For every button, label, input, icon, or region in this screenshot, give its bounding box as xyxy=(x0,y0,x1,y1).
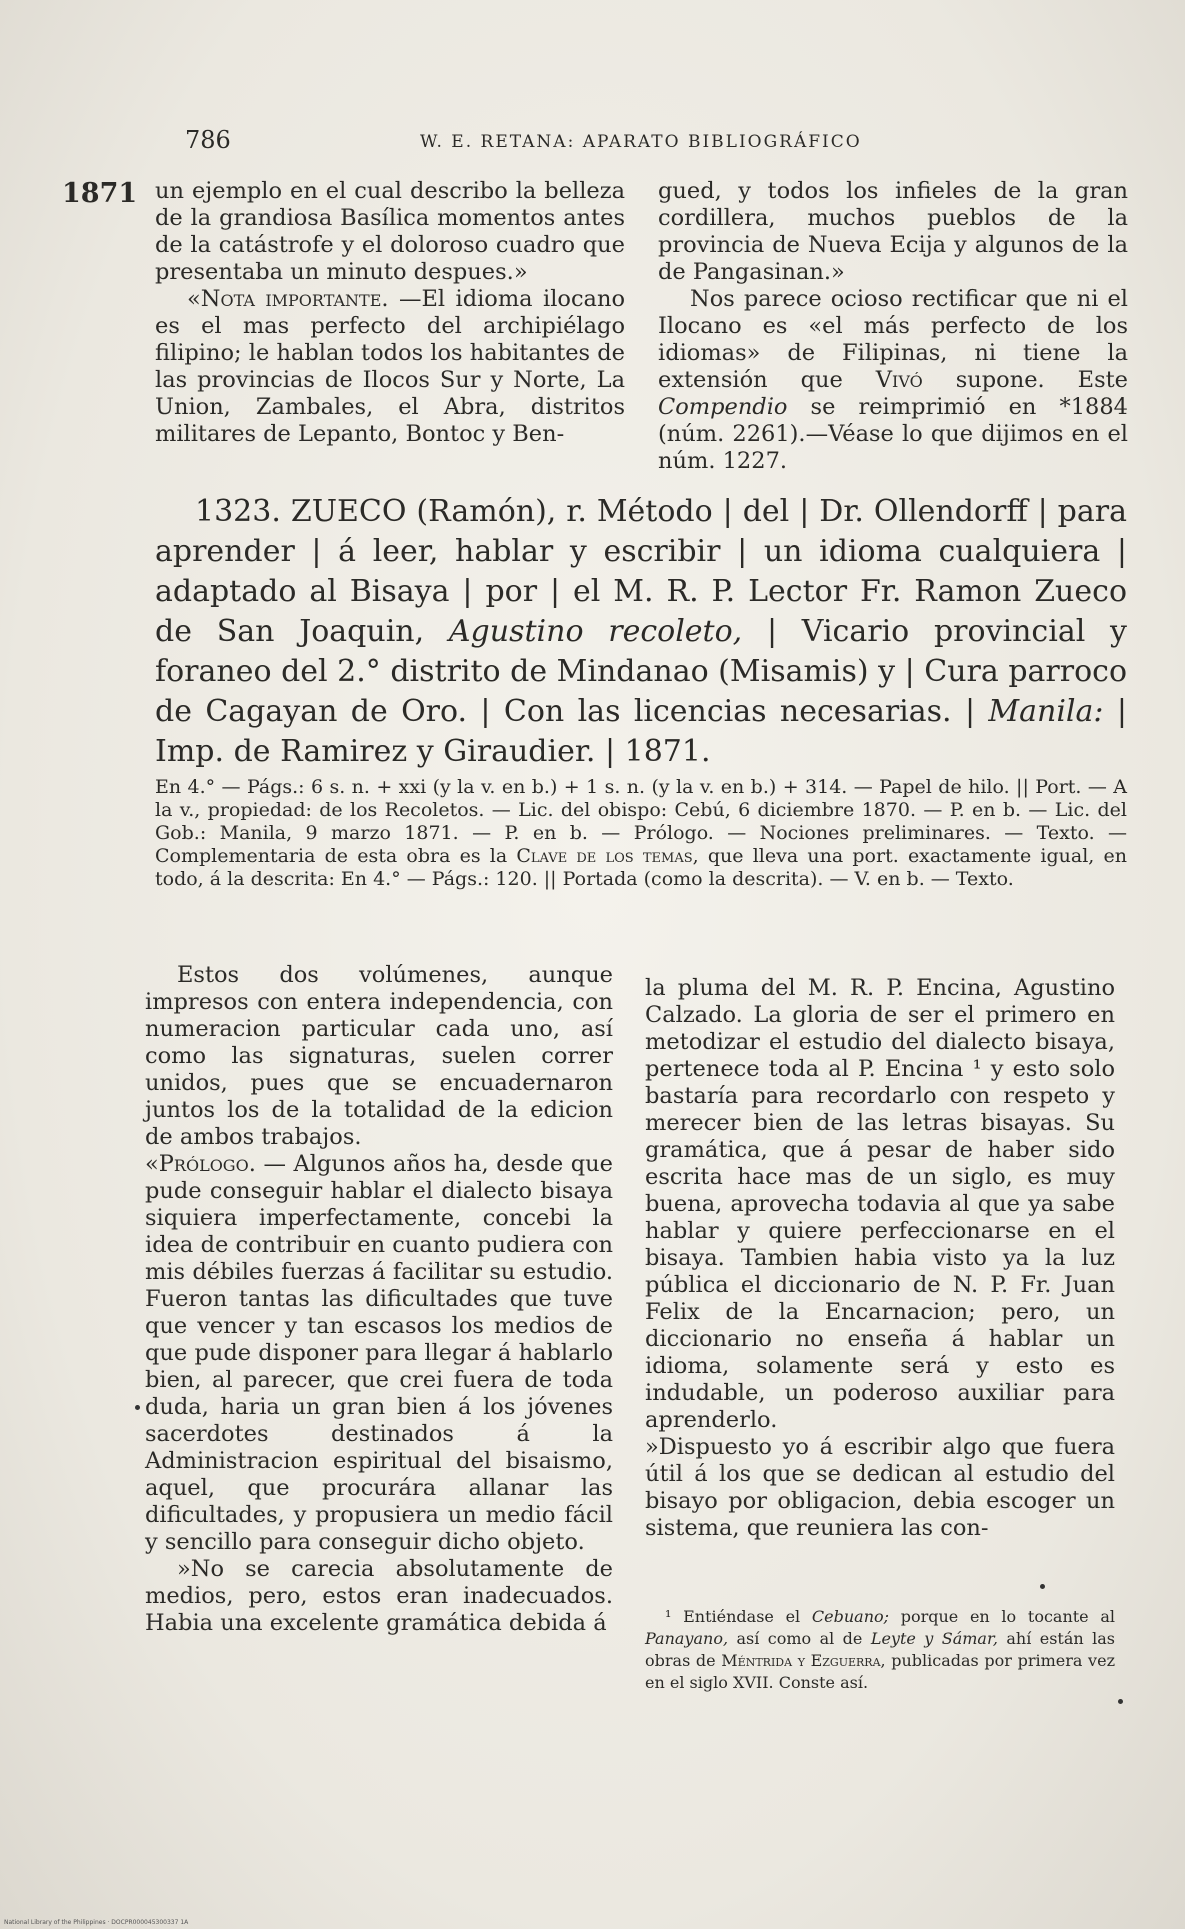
footnote-mark: ¹ xyxy=(665,1607,672,1626)
ink-speck xyxy=(1040,1584,1045,1589)
bottom-right-column xyxy=(645,975,1115,1542)
paragraph: «Prólogo. — Algunos años ha, desde que pude conseguir hablar el dialecto bisaya siquiera imperfectamente, concebi la idea de contribuir en cuanto pudiera con mis débiles fuerzas á facilitar su estudio. Fueron tantas las dificultades que tuve que vencer y tan escasos los medios de que pude disponer para llegar á hablarlo bien, al parecer, que crei fuera de toda duda, haria un gran bien á los jóvenes sacerdotes destinados á la Administracion espiritual del bisaismo, aquel, que procurára allanar las dificultades, y propusiera un medio fácil y sencillo para conseguir dicho objeto. xyxy=(145,1151,613,1555)
bibliographic-entry: 1323. ZUECO (Ramón), r. Método | del | Dr. Ollendorff | para aprender | á leer, hablar y escribir | un idioma cualquiera | adaptado al Bisaya | por | el M. R. P. Lector Fr. Ramon Zueco de San Joaquin, Agustino recoleto, | Vicario provincial y foraneo del 2.° distrito de Mindanao (Misamis) y | Cura parroco de Cagayan de Oro. | Con las licencias necesarias. | Manila: | Imp. de Ramirez y Giraudier. | 1871. xyxy=(155,494,1128,769)
paragraph: gued, y todos los infieles de la gran cordillera, muchos pueblos de la provincia de Nueva Ecija y algunos de la de Pangasinan.» xyxy=(658,178,1128,285)
paragraph: »Dispuesto yo á escribir algo que fuera útil á los que se dedican al estudio del bisayo por obligacion, debia escoger un sistema, que reuniera las con- xyxy=(645,1434,1115,1541)
paragraph: Estos dos volúmenes, aunque impresos con entera independencia, con numeracion particular cada uno, así como las signaturas, suelen correr unidos, pues que se encuadernaron juntos los de la totalidad de la edicion de ambos trabajos. xyxy=(145,962,613,1150)
paragraph: Nos parece ocioso rectificar que ni el Ilocano es «el más perfecto de los idiomas» de Filipinas, ni tiene la extensión que Vivó supone. Este Compendio se reimprimió en *1884 (núm. 2261).—Véase lo que dijimos en el núm. 1227. xyxy=(658,286,1128,474)
entry-number: 1323. xyxy=(195,494,281,529)
margin-year: 1871 xyxy=(62,178,138,209)
top-left-column xyxy=(155,178,625,448)
page-number: 786 xyxy=(185,126,231,154)
nota-label: «Nota importante. xyxy=(187,286,389,312)
bottom-left-column xyxy=(145,962,613,1637)
footnote: ¹ Entiéndase el Cebuano; porque en lo tocante al Panayano, así como al de Leyte y Sámar, ahí están las obras de Méntrida y Ezguerra, publicadas por primera vez en el siglo XVII. Conste así. xyxy=(645,1607,1116,1692)
top-right-column xyxy=(658,178,1128,475)
paragraph: «Nota importante. —El idioma ilocano es el mas perfecto del archipiélago filipino; le hablan todos los habitantes de las provincias de Ilocos Sur y Norte, La Union, Zambales, el Abra, distritos militares de Lepanto, Bontoc y Ben- xyxy=(155,286,625,447)
paragraph: »No se carecia absolutamente de medios, pero, estos eran inadecuados. Habia una excelente gramática debida á xyxy=(145,1556,613,1636)
paragraph: un ejemplo en el cual describo la belleza de la grandiosa Basílica momentos antes de la catástrofe y el doloroso cuadro que presentaba un minuto despues.» xyxy=(155,178,625,285)
paragraph: la pluma del M. R. P. Encina, Agustino Calzado. La gloria de ser el primero en metodizar el estudio del dialecto bisaya, pertenece toda al P. Encina ¹ y esto solo bastaría para recordarlo con respeto y merecer bien de las letras bisayas. Su gramática, que á pesar de haber sido escrita hace mas de un siglo, es muy buena, aprovecha todavia al que ya sabe hablar y quiere perfeccionarse en el bisaya. Tambien habia visto ya la luz pública el diccionario de N. P. Fr. Juan Felix de la Encarnacion; pero, un diccionario no enseña á hablar un idioma, solamente será y esto es indudable, un poderoso auxiliar para aprenderlo. xyxy=(645,975,1115,1433)
library-imprint: National Library of the Philippines · DOCPR000045300337 1A xyxy=(4,1919,189,1926)
ink-speck xyxy=(1118,1699,1123,1704)
running-head: W. E. RETANA: APARATO BIBLIOGRÁFICO xyxy=(420,132,862,152)
entry-description: En 4.° — Págs.: 6 s. n. + xxi (y la v. en b.) + 1 s. n. (y la v. en b.) + 314. — Papel de hilo. || Port. — A la v., propiedad: de los Recoletos. — Lic. del obispo: Cebú, 6 diciembre 1870. — P. en b. — Lic. del Gob.: Manila, 9 marzo 1871. — P. en b. — Prólogo. — Nociones preliminares. — Texto. — Complementaria de esta obra es la Clave de los temas, que lleva una port. exactamente igual, en todo, á la descrita: En 4.° — Págs.: 120. || Portada (como la descrita). — V. en b. — Texto. xyxy=(155,776,1128,890)
ink-speck xyxy=(135,1405,140,1410)
page-header xyxy=(185,126,975,156)
prologo-label: «Prólogo. xyxy=(145,1151,256,1177)
